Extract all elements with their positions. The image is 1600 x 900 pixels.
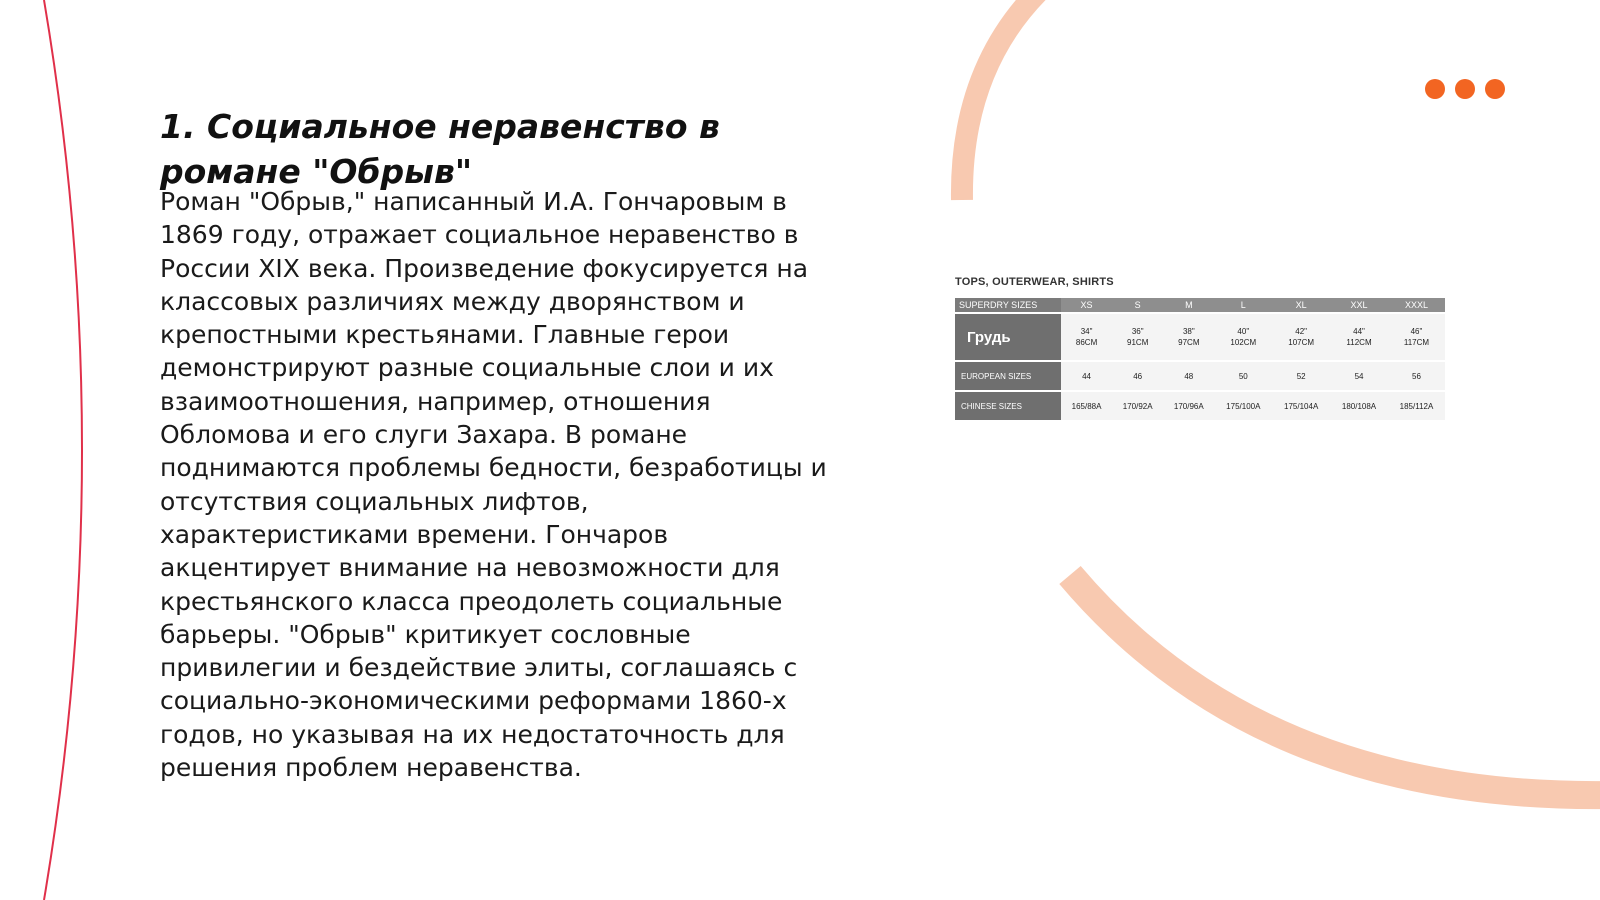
chest-cell: [1272, 314, 1330, 360]
chest-inches: 34": [1080, 327, 1093, 336]
slide-title: 1. Социальное неравенство в романе "Обрыв": [160, 107, 720, 191]
size-header-row: [955, 298, 1445, 312]
size-header-cell: XS: [1061, 298, 1112, 312]
chest-inches: 44": [1353, 327, 1365, 336]
european-row-label: EUROPEAN SIZES: [955, 362, 1061, 390]
european-cell: 56: [1388, 362, 1445, 390]
chinese-cell: 170/92A: [1112, 392, 1163, 420]
chest-cell: [1163, 314, 1214, 360]
peach-arc-top: [962, 0, 1040, 200]
european-cell: 48: [1163, 362, 1214, 390]
chest-cm: 102CM: [1230, 338, 1257, 347]
european-cell: 46: [1112, 362, 1163, 390]
size-chart-title: TOPS, OUTERWEAR, SHIRTS: [955, 276, 1114, 288]
slide-body-text: Роман "Обрыв," написанный И.А. Гончаровым в 1869 году, отражает социальное неравенство в России XIX века. Произведение фокусируется на классовых различиях между дворянством и крепостными крестьянами. Главные герои демонстрируют разные социальные слои и их взаимоотношения, например, отношения Обломова и его слуги Захара. В романе поднимаются проблемы бедности, безработицы и отсутствия социальных лифтов, характеристиками времени. Гончаров акцентирует внимание на невозможности для крестьянского класса преодолеть социальные барьеры. "Обрыв" критикует сословные привилегии и бездействие элиты, соглашаясь с социально-экономическими реформами 1860-х годов, но указывая на их недостаточность для решения проблем неравенства.: [160, 187, 827, 783]
chinese-cell: 175/104A: [1272, 392, 1330, 420]
dot: [1425, 79, 1445, 99]
chest-cm: 86CM: [1075, 338, 1098, 347]
chinese-row: [955, 392, 1445, 420]
left-curve-line: [44, 0, 82, 900]
size-header-label: SUPERDRY SIZES: [955, 298, 1061, 312]
chinese-cell: 165/88A: [1061, 392, 1112, 420]
chest-inches: 36": [1131, 327, 1144, 336]
size-chart-image: [955, 276, 1445, 422]
chinese-cell: 170/96A: [1163, 392, 1214, 420]
chest-cell: [1112, 314, 1163, 360]
chest-cell: [1214, 314, 1272, 360]
chinese-row-label: CHINESE SIZES: [955, 392, 1061, 420]
size-header-cell: XL: [1272, 298, 1330, 312]
chest-cm: 91CM: [1127, 338, 1149, 347]
chest-inches: 46": [1410, 327, 1423, 336]
chinese-cell: 175/100A: [1214, 392, 1272, 420]
size-header-cell: M: [1163, 298, 1214, 312]
size-header-cell: XXXL: [1388, 298, 1445, 312]
chest-inches: 40": [1237, 327, 1250, 336]
chest-row-label: Грудь: [955, 314, 1061, 360]
chest-cell: [1330, 314, 1388, 360]
chest-inches: 42": [1295, 327, 1308, 336]
chest-cm: 107CM: [1288, 338, 1315, 347]
european-cell: 44: [1061, 362, 1112, 390]
chest-row: [955, 314, 1445, 360]
chest-cell: [1061, 314, 1112, 360]
chest-cm: 112CM: [1346, 338, 1372, 347]
chinese-cell: 180/108A: [1330, 392, 1388, 420]
european-row: [955, 362, 1445, 390]
more-dots-icon: [1425, 79, 1505, 99]
chinese-cell: 185/112A: [1388, 392, 1445, 420]
size-header-cell: XXL: [1330, 298, 1388, 312]
european-cell: 50: [1214, 362, 1272, 390]
peach-arc-bottom: [1070, 575, 1600, 795]
size-header-cell: S: [1112, 298, 1163, 312]
chest-cell: [1388, 314, 1445, 360]
chest-cm: 97CM: [1178, 338, 1200, 347]
size-header-cell: L: [1214, 298, 1272, 312]
size-table: [955, 296, 1445, 422]
dot: [1455, 79, 1475, 99]
dot: [1485, 79, 1505, 99]
chest-inches: 38": [1182, 327, 1195, 336]
european-cell: 52: [1272, 362, 1330, 390]
european-cell: 54: [1330, 362, 1388, 390]
chest-cm: 117CM: [1403, 338, 1430, 347]
